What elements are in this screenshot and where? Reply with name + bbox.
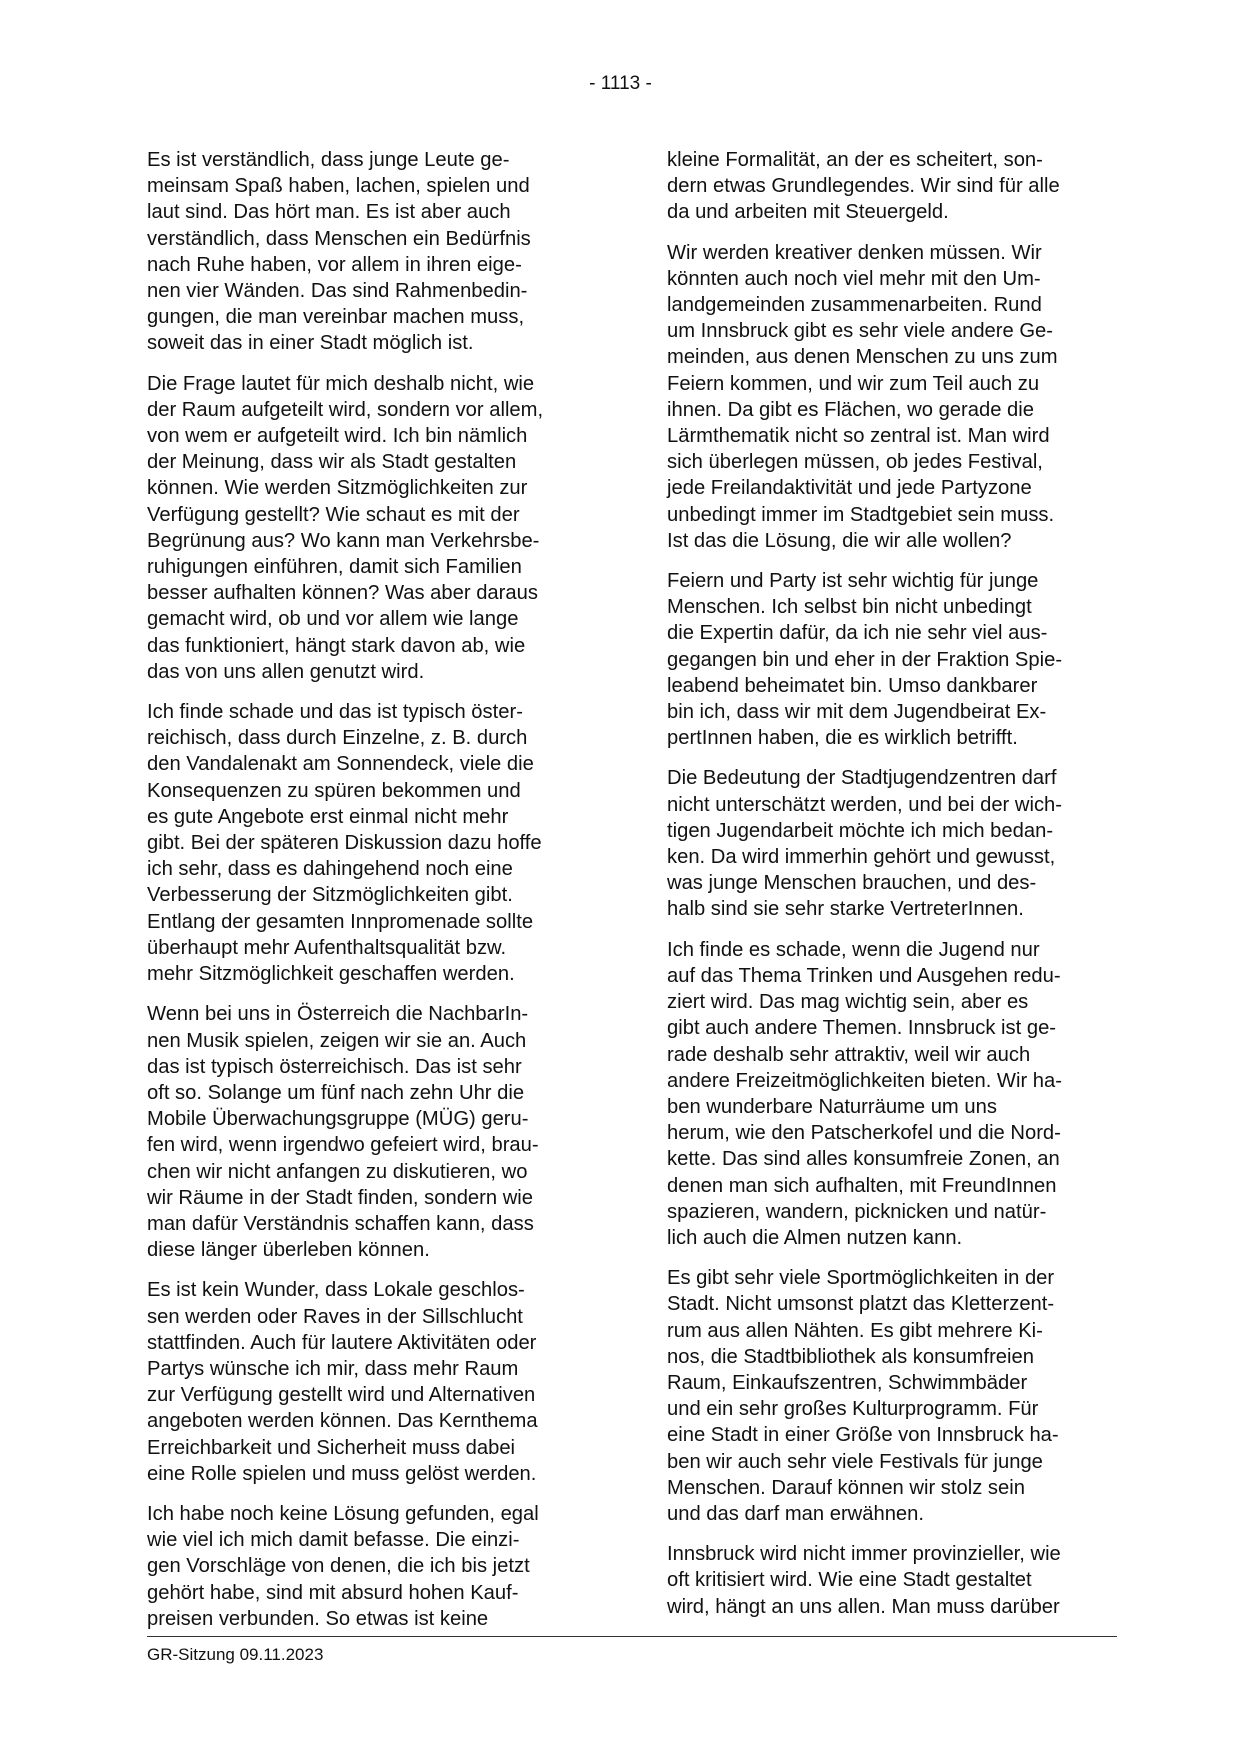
paragraph: Wir werden kreativer denken müssen. Wir könnten auch noch viel mehr mit den Um- landgemeinden zusammenarbeiten. Rund um Innsbruck gibt es sehr viele andere Ge- meinden, aus denen Menschen zu uns zum Feiern kommen, und wir zum Teil auch zu ihnen. Da gibt es Flächen, wo gerade die Lärmthematik nicht so zentral ist. Man wird sich überlegen müssen, ob jedes Festival, jede Freilandaktivität und jede Partyzone unbedingt immer im Stadtgebiet sein muss. Ist das die Lösung, die wir alle wollen? (667, 241, 1058, 552)
paragraph: Innsbruck wird nicht immer provinzieller, wie oft kritisiert wird. Wie eine Stadt gestaltet wird, hängt an uns allen. Man muss darüber (667, 1543, 1061, 1618)
paragraph: Ich finde schade und das ist typisch öster- reichisch, dass durch Einzelne, z. B. durch den Vandalenakt am Sonnendeck, viele die Konsequenzen zu spüren bekommen und es gute Angebote erst einmal nicht mehr gibt. Bei der späteren Diskussion dazu hoffe ich sehr, dass es dahingehend noch eine Verbesserung der Sitzmöglichkeiten gibt. Entlang der gesamten Innpromenade sollte überhaupt mehr Aufenthaltsqualität bzw. mehr Sitzmöglichkeit geschaffen werden. (147, 701, 542, 986)
paragraph: Feiern und Party ist sehr wichtig für junge Menschen. Ich selbst bin nicht unbedingt die Expertin dafür, da ich nie sehr viel aus- gegangen bin und eher in der Fraktion Spie- leabend beheimatet bin. Umso dankbarer bin ich, dass wir mit dem Jugendbeirat Ex- pertInnen haben, die es wirklich betrifft. (667, 570, 1063, 750)
paragraph: Es ist verständlich, dass junge Leute ge- meinsam Spaß haben, lachen, spielen und laut sind. Das hört man. Es ist aber auch verständlich, dass Menschen ein Bedürfnis nach Ruhe haben, vor allem in ihren eige- nen vier Wänden. Das sind Rahmenbedin- gungen, die man vereinbar machen muss, soweit das in einer Stadt möglich ist. (147, 149, 531, 355)
footer-divider (147, 1636, 1117, 1637)
paragraph: Die Bedeutung der Stadtjugendzentren darf nicht unterschätzt werden, und bei der wich- tigen Jugendarbeit möchte ich mich bedan- ken. Da wird immerhin gehört und gewusst, was junge Menschen brauchen, und des- halb sind sie sehr starke VertreterInnen. (667, 767, 1062, 921)
footer-session-label: GR-Sitzung 09.11.2023 (147, 1645, 324, 1664)
paragraph: Es gibt sehr viele Sportmöglichkeiten in der Stadt. Nicht umsonst platzt das Kletterzent- rum aus allen Nähten. Es gibt mehrere Ki- nos, die Stadtbibliothek als konsumfreien Raum, Einkaufszentren, Schwimmbäder und ein sehr großes Kulturprogramm. Für eine Stadt in einer Größe von Innsbruck ha- ben wir auch sehr viele Festivals für junge Menschen. Darauf können wir stolz sein und das darf man erwähnen. (667, 1267, 1059, 1525)
paragraph: Wenn bei uns in Österreich die NachbarIn- nen Musik spielen, zeigen wir sie an. Auch das ist typisch österreichisch. Das ist sehr oft so. Solange um fünf nach zehn Uhr die Mobile Überwachungsgruppe (MÜG) geru- fen wird, wenn irgendwo gefeiert wird, brau- chen wir nicht anfangen zu diskutieren, wo wir Räume in der Stadt finden, sondern wie man dafür Verständnis schaffen kann, dass diese länger überleben können. (147, 1003, 539, 1262)
right-text-column (667, 147, 1107, 1634)
paragraph: kleine Formalität, an der es scheitert, son- dern etwas Grundlegendes. Wir sind für alle da und arbeiten mit Steuergeld. (667, 149, 1060, 224)
page-number: - 1113 - (589, 73, 652, 94)
paragraph: Es ist kein Wunder, dass Lokale geschlos- sen werden oder Raves in der Sillschlucht stattfinden. Auch für lautere Aktivitäten oder Partys wünsche ich mir, dass mehr Raum zur Verfügung gestellt wird und Alternativen angeboten werden können. Das Kernthema Erreichbarkeit und Sicherheit muss dabei eine Rolle spielen und muss gelöst werden. (147, 1279, 538, 1485)
paragraph: Ich habe noch keine Lösung gefunden, egal wie viel ich mich damit befasse. Die einzi- gen Vorschläge von denen, die ich bis jetzt gehört habe, sind mit absurd hohen Kauf- preisen verbunden. So etwas ist keine (147, 1502, 539, 1630)
left-text-column (147, 147, 587, 1646)
paragraph: Die Frage lautet für mich deshalb nicht, wie der Raum aufgeteilt wird, sondern vor allem, von wem er aufgeteilt wird. Ich bin nämlich der Meinung, dass wir als Stadt gestalten können. Wie werden Sitzmöglichkeiten zur Verfügung gestellt? Wie schaut es mit der Begrünung aus? Wo kann man Verkehrsbe- ruhigungen einführen, damit sich Familien besser aufhalten können? Was aber daraus gemacht wird, ob und vor allem wie lange das funktioniert, hängt stark davon ab, wie das von uns allen genutzt wird. (147, 372, 544, 683)
paragraph: Ich finde es schade, wenn die Jugend nur auf das Thema Trinken und Ausgehen redu- ziert wird. Das mag wichtig sein, aber es gibt auch andere Themen. Innsbruck ist ge- rade deshalb sehr attraktiv, weil wir auch andere Freizeitmöglichkeiten bieten. Wir ha- ben wunderbare Naturräume um uns herum, wie den Patscherkofel und die Nord- kette. Das sind alles konsumfreie Zonen, an denen man sich aufhalten, mit FreundInnen spazieren, wandern, picknicken und natür- lich auch die Almen nutzen kann. (667, 938, 1062, 1249)
